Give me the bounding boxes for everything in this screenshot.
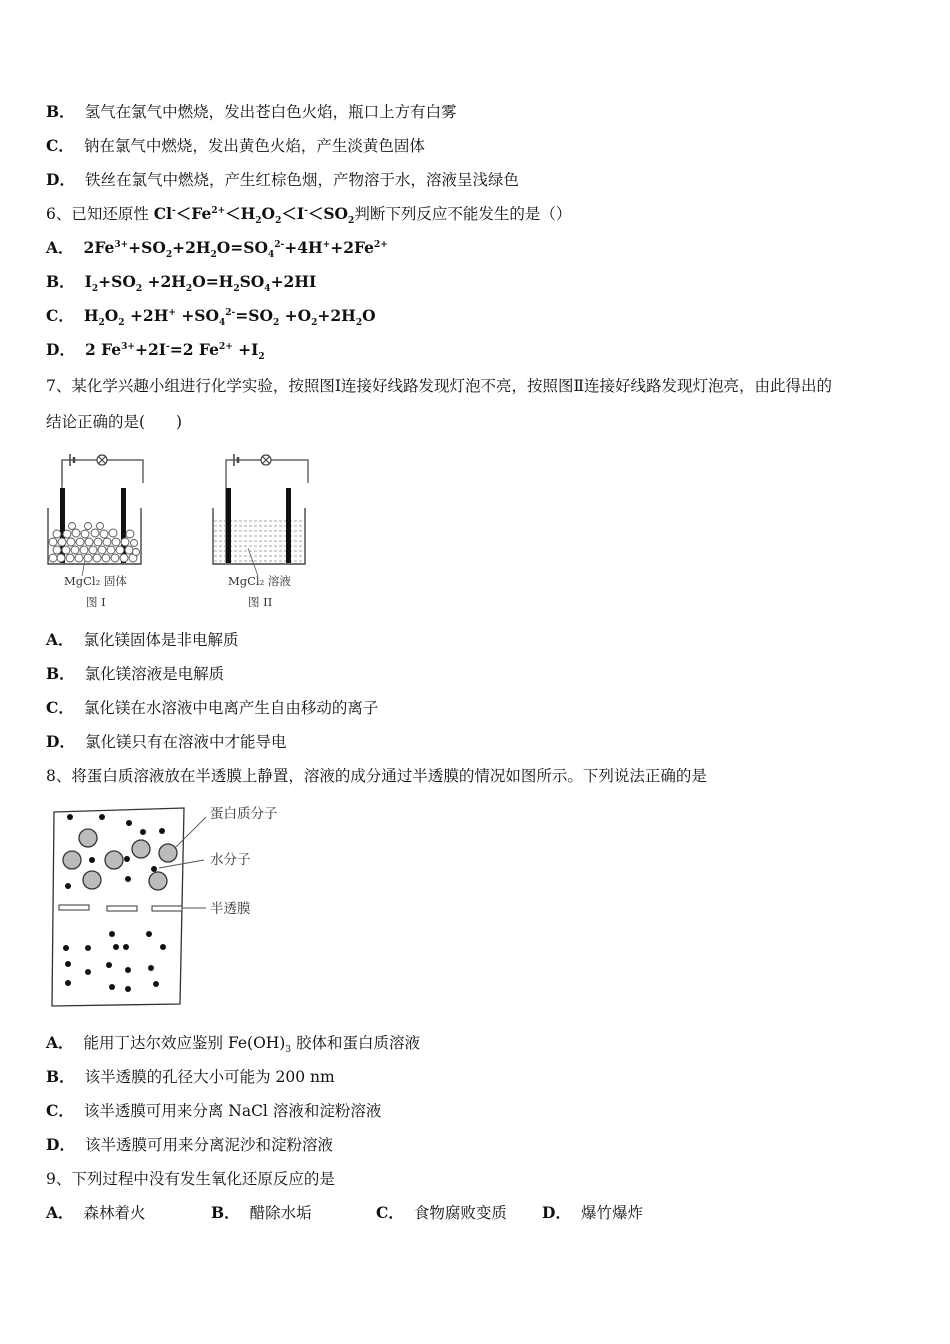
option-text-cont: 胶体和蛋白质溶液 <box>291 1034 421 1052</box>
figure-2-label: MgCl₂ 溶液 <box>228 574 291 588</box>
option-text: 氯化镁溶液是电解质 <box>84 665 225 683</box>
equation: $2Fe^{3+}+SO_2+2H_2O=SO_4^{2-}+4H^++2Fe^{2+}$ <box>83 238 388 261</box>
q6-option-b <box>46 272 317 295</box>
membrane-segments <box>59 905 182 911</box>
option-label: C． <box>46 698 74 717</box>
q8-option-a <box>46 1033 421 1056</box>
pointer-line-2 <box>248 548 258 576</box>
q7-option-b <box>46 664 224 684</box>
water-molecules <box>63 814 166 992</box>
q9-option-d <box>542 1203 643 1223</box>
option-text: 该半透膜可用来分离泥沙和淀粉溶液 <box>84 1136 333 1154</box>
option-label: A． <box>46 1033 74 1052</box>
q9-option-b <box>211 1203 376 1223</box>
q8-option-c <box>46 1101 381 1121</box>
q7-option-d <box>46 732 286 752</box>
option-text: 氯化镁只有在溶液中才能导电 <box>84 733 287 751</box>
figure-1-caption: 图 I <box>86 595 106 609</box>
q8-option-d <box>46 1135 333 1155</box>
q9-option-a <box>46 1203 211 1223</box>
water-label: 水分子 <box>210 852 251 868</box>
option-text: 食物腐败变质 <box>413 1204 507 1222</box>
option-label: D． <box>46 1135 75 1154</box>
q8-membrane-figure <box>46 798 306 1010</box>
q7-conductivity-figure <box>40 448 330 616</box>
option-text: 该半透膜的孔径大小可能为 200 nm <box>84 1068 335 1086</box>
option-text: 氢气在氯气中燃烧，发出苍白色火焰，瓶口上方有白雾 <box>84 103 457 121</box>
q7-stem-line1: 7、某化学兴趣小组进行化学实验，按照图Ⅰ连接好线路发现灯泡不亮，按照图Ⅱ连接好线路发现灯泡亮，由此得出的 <box>46 377 833 395</box>
q6-option-d <box>46 340 265 363</box>
option-label: C． <box>376 1203 404 1222</box>
option-text: 能用丁达尔效应鉴别 Fe(OH) <box>83 1034 286 1052</box>
option-label: B． <box>46 664 75 683</box>
protein-molecules <box>63 829 177 890</box>
q9-option-c <box>376 1203 542 1223</box>
equation: $H_2O_2 +2H^+ +SO_4^{2-}=SO_2 +O_2+2H_2O$ <box>83 306 376 329</box>
option-text: 醋除水垢 <box>249 1204 312 1222</box>
q7-option-a <box>46 630 239 650</box>
option-label: B． <box>46 102 75 121</box>
option-label: D． <box>46 732 75 751</box>
q8-option-b <box>46 1067 335 1087</box>
option-text: 铁丝在氯气中燃烧，产生红棕色烟，产物溶于水，溶液呈浅绿色 <box>84 171 519 189</box>
pointer-protein <box>176 817 206 847</box>
option-subscript: 3 <box>285 1045 292 1056</box>
q7-option-c <box>46 698 378 718</box>
q6-option-c <box>46 306 376 329</box>
option-text: 爆竹爆炸 <box>580 1204 643 1222</box>
q7-stem-line2: 结论正确的是( ) <box>46 413 183 431</box>
equation: $I_2+SO_2 +2H_2O=H_2SO_4+2HI$ <box>84 272 317 295</box>
q5-option-c <box>46 136 425 156</box>
option-label: B． <box>46 272 75 291</box>
q6-stem-suffix: 判断下列反应不能发生的是（） <box>354 205 572 223</box>
option-label: B． <box>211 1203 240 1222</box>
option-text: 氯化镁固体是非电解质 <box>83 631 239 649</box>
option-label: A． <box>46 630 74 649</box>
q5-option-d <box>46 170 519 190</box>
figure-2-caption: 图 II <box>248 595 273 609</box>
option-text: 氯化镁在水溶液中电离产生自由移动的离子 <box>83 699 379 717</box>
electrode-left-2 <box>226 488 231 563</box>
option-text: 森林着火 <box>83 1204 146 1222</box>
option-label: A． <box>46 1203 74 1222</box>
option-text: 钠在氯气中燃烧，发出黄色火焰，产生淡黄色固体 <box>83 137 425 155</box>
option-text: 该半透膜可用来分离 NaCl 溶液和淀粉溶液 <box>83 1102 382 1120</box>
option-label: D． <box>46 170 75 189</box>
q9-options <box>46 1203 643 1223</box>
q6-stem <box>46 204 572 227</box>
option-label: D． <box>542 1203 571 1222</box>
q6-stem-prefix: 6、已知还原性 <box>46 205 154 223</box>
option-label: A． <box>46 238 74 257</box>
equation: 2 $Fe^{3+}+2I^-=2$ $Fe^{2+} +I_2$ <box>84 340 265 363</box>
option-label: C． <box>46 306 74 325</box>
option-label: B． <box>46 1067 75 1086</box>
membrane-label: 半透膜 <box>210 901 251 917</box>
option-label: C． <box>46 136 74 155</box>
option-label: C． <box>46 1101 74 1120</box>
electrode-right-2 <box>286 488 291 563</box>
protein-label: 蛋白质分子 <box>210 806 278 822</box>
q6-option-a <box>46 238 388 261</box>
option-label: D． <box>46 340 75 359</box>
q9-stem: 9、下列过程中没有发生氧化还原反应的是 <box>46 1170 335 1188</box>
figure-1-label: MgCl₂ 固体 <box>64 574 127 588</box>
q6-reducibility-order: $Cl^-<Fe^{2+}<H_2O_2<I^-<SO_2$ <box>153 204 355 227</box>
q5-option-b <box>46 102 457 122</box>
q8-stem: 8、将蛋白质溶液放在半透膜上静置，溶液的成分通过半透膜的情况如图所示。下列说法正确的是 <box>46 767 707 785</box>
